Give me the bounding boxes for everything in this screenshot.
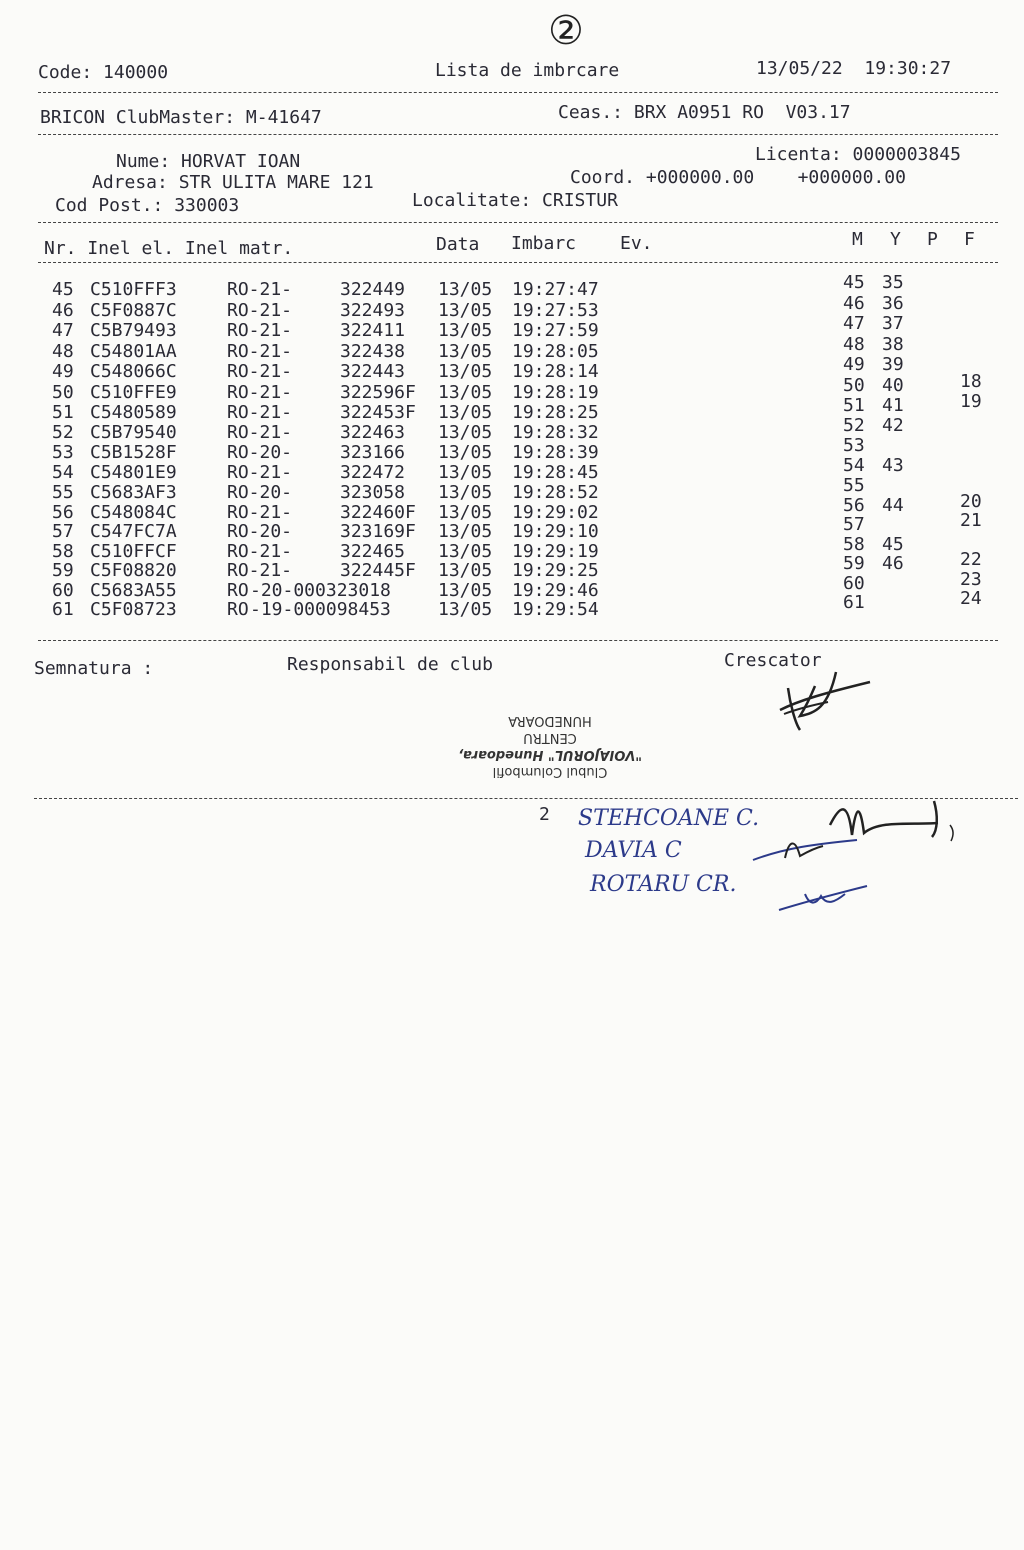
row-number: 58 — [52, 540, 74, 562]
row-number: 54 — [52, 462, 74, 484]
row-number: 53 — [52, 442, 74, 464]
row-date: 13/05 — [438, 599, 493, 620]
ring-prefix: RO-20- — [227, 521, 293, 543]
ring-prefix: RO-21- — [227, 422, 293, 444]
ring-serial: 322460F — [340, 501, 416, 523]
electronic-ring: C5B79493 — [90, 320, 177, 342]
electronic-ring: C5F08723 — [90, 599, 177, 620]
row-date: 13/05 — [438, 340, 493, 362]
row-number: 45 — [52, 279, 74, 300]
row-date: 13/05 — [438, 482, 493, 503]
row-y-value: 35 — [882, 272, 904, 293]
table-row — [0, 475, 1024, 503]
row-date: 13/05 — [438, 501, 493, 523]
locality: Localitate: CRISTUR — [412, 190, 618, 211]
electronic-ring: C5F0887C — [90, 299, 177, 321]
table-row — [0, 333, 1024, 362]
column-header-ev: Ev. — [620, 233, 653, 254]
row-number: 47 — [52, 320, 74, 342]
electronic-ring: C5480589 — [90, 402, 177, 423]
row-number: 51 — [52, 402, 74, 423]
electronic-ring: C510FFF3 — [90, 279, 177, 300]
row-y-value: 40 — [882, 374, 904, 396]
ring-serial: 322596F — [340, 381, 416, 403]
row-date: 13/05 — [438, 320, 493, 342]
ring-prefix: RO-21- — [227, 279, 293, 300]
row-m-value: 50 — [843, 374, 865, 396]
table-row — [0, 533, 1024, 562]
table-row — [0, 435, 1024, 464]
row-m-value: 58 — [843, 533, 865, 555]
row-date: 13/05 — [438, 422, 493, 444]
row-number: 57 — [52, 521, 74, 543]
row-y-value: 42 — [882, 415, 904, 437]
electronic-ring: C5683AF3 — [90, 482, 177, 503]
row-f-value: 23 — [960, 568, 982, 590]
ring-serial: -20-000323018 — [250, 579, 391, 601]
row-m-value: 52 — [843, 415, 865, 437]
coordinates: Coord. +000000.00 +000000.00 — [570, 167, 906, 188]
ceas-label: Ceas.: BRX A0951 RO V03.17 — [558, 102, 851, 123]
ring-serial: 323166 — [340, 442, 406, 464]
row-time: 19:28:05 — [512, 340, 599, 362]
ring-prefix: RO-21- — [227, 402, 293, 423]
ring-serial: 322438 — [340, 340, 406, 362]
electronic-ring: C548084C — [90, 501, 177, 523]
table-row — [0, 354, 1024, 383]
row-date: 13/05 — [438, 462, 493, 484]
row-f-value: 24 — [960, 588, 982, 609]
ring-prefix: RO-21- — [227, 299, 293, 321]
row-y-value: 41 — [882, 395, 904, 416]
row-y-value: 44 — [882, 494, 904, 516]
divider — [38, 222, 998, 223]
page-number-mark: ② — [548, 8, 584, 54]
table-row — [0, 455, 1024, 484]
ring-prefix: RO-20- — [227, 442, 293, 464]
row-time: 19:28:19 — [512, 381, 599, 403]
table-row — [0, 313, 1024, 342]
table-row — [0, 272, 1024, 300]
ring-prefix: RO-21- — [227, 501, 293, 523]
table-row — [0, 292, 1024, 321]
row-m-value: 45 — [843, 272, 865, 293]
signature-label: Semnatura : — [34, 658, 154, 679]
row-m-value: 47 — [843, 313, 865, 335]
row-time: 19:28:14 — [512, 361, 599, 383]
row-date: 13/05 — [438, 540, 493, 562]
row-f-value: 22 — [960, 549, 982, 571]
row-f-value: 18 — [960, 370, 982, 392]
row-y-value: 43 — [882, 455, 904, 477]
row-number: 48 — [52, 340, 74, 362]
ring-prefix: RO-21- — [227, 560, 293, 582]
electronic-ring: C5B79540 — [90, 422, 177, 444]
row-time: 19:29:10 — [512, 521, 599, 543]
row-number: 46 — [52, 299, 74, 321]
row-f-value: 21 — [960, 510, 982, 532]
row-m-value: 61 — [843, 592, 865, 613]
row-number: 61 — [52, 599, 74, 620]
electronic-ring: C548066C — [90, 361, 177, 383]
electronic-ring: C510FFCF — [90, 540, 177, 562]
ring-serial: 322443 — [340, 361, 406, 383]
row-time: 19:28:25 — [512, 402, 599, 423]
stamp-line: HUNEDOARA — [508, 713, 592, 728]
print-datetime: 13/05/22 19:30:27 — [756, 58, 952, 79]
divider — [38, 262, 998, 263]
ring-prefix: RO-21- — [227, 361, 293, 383]
owner-name: Nume: HORVAT IOAN — [116, 151, 301, 172]
column-header-y: Y — [890, 229, 901, 250]
ring-prefix: RO-21- — [227, 462, 293, 484]
ring-prefix: RO — [227, 599, 249, 620]
witness-signature-3 — [775, 880, 875, 916]
row-time: 19:29:46 — [512, 579, 599, 601]
row-m-value: 60 — [843, 572, 865, 594]
row-f-value: 20 — [960, 490, 982, 512]
ring-serial: -19-000098453 — [250, 599, 391, 620]
witness-name-1: STEHCOANE C. — [578, 806, 760, 831]
page-count: 2 — [539, 804, 550, 825]
row-time: 19:27:59 — [512, 320, 599, 342]
row-date: 13/05 — [438, 381, 493, 403]
column-header-imbarc: Imbarc — [511, 233, 577, 254]
row-date: 13/05 — [438, 361, 493, 383]
row-y-value: 38 — [882, 333, 904, 355]
row-date: 13/05 — [438, 299, 493, 321]
row-y-value: 45 — [882, 533, 904, 555]
row-date: 13/05 — [438, 402, 493, 423]
row-number: 60 — [52, 579, 74, 601]
ring-serial: 323058 — [340, 482, 406, 503]
divider — [38, 92, 998, 93]
row-time: 19:28:45 — [512, 462, 599, 484]
ring-serial: 322453F — [340, 402, 416, 423]
row-time: 19:29:19 — [512, 540, 599, 562]
row-date: 13/05 — [438, 579, 493, 601]
ring-serial: 322472 — [340, 462, 406, 484]
column-header-nr-inel: Nr. Inel el. Inel matr. — [44, 238, 294, 259]
row-m-value: 55 — [843, 475, 865, 496]
row-y-value: 46 — [882, 553, 904, 575]
column-header-f: F — [964, 229, 975, 250]
electronic-ring: C510FFE9 — [90, 381, 177, 403]
row-m-value: 57 — [843, 514, 865, 536]
row-m-value: 48 — [843, 333, 865, 355]
club-stamp — [430, 712, 670, 780]
electronic-ring: C5683A55 — [90, 579, 177, 601]
row-number: 49 — [52, 361, 74, 383]
row-number: 50 — [52, 381, 74, 403]
breeder-label: Crescator — [724, 650, 822, 671]
ring-prefix: RO-20- — [227, 482, 293, 503]
ring-serial: 322463 — [340, 422, 406, 444]
column-header-p: P — [927, 229, 938, 250]
witness-name-3: ROTARU CR. — [590, 872, 737, 897]
ring-serial: 322445F — [340, 560, 416, 582]
row-date: 13/05 — [438, 521, 493, 543]
ring-serial: 322411 — [340, 320, 406, 342]
stamp-line: Clubul Columbofil — [492, 764, 608, 779]
clubmaster-label: BRICON ClubMaster: M-41647 — [40, 107, 322, 128]
row-m-value: 46 — [843, 292, 865, 314]
row-date: 13/05 — [438, 279, 493, 300]
row-time: 19:28:39 — [512, 442, 599, 464]
row-time: 19:27:47 — [512, 279, 599, 300]
row-time: 19:27:53 — [512, 299, 599, 321]
ring-prefix: RO-21- — [227, 340, 293, 362]
club-responsible-label: Responsabil de club — [287, 654, 493, 675]
ring-serial: 323169F — [340, 521, 416, 543]
row-m-value: 54 — [843, 455, 865, 477]
table-row — [0, 415, 1024, 444]
row-date: 13/05 — [438, 560, 493, 582]
ring-prefix: RO — [227, 579, 249, 601]
stamp-line: "VOIAJORUL" Hunedoara, — [458, 747, 642, 762]
postal-code: Cod Post.: 330003 — [55, 195, 240, 216]
electronic-ring: C5F08820 — [90, 560, 177, 582]
row-y-value: 39 — [882, 354, 904, 376]
ring-prefix: RO-21- — [227, 320, 293, 342]
row-time: 19:29:02 — [512, 501, 599, 523]
divider — [38, 134, 998, 135]
electronic-ring: C54801AA — [90, 340, 177, 362]
document-title: Lista de imbrcare — [435, 60, 620, 81]
ring-serial: 322493 — [340, 299, 406, 321]
row-m-value: 56 — [843, 494, 865, 516]
row-m-value: 49 — [843, 354, 865, 376]
ring-prefix: RO-21- — [227, 381, 293, 403]
licence-number: Licenta: 0000003845 — [755, 144, 961, 165]
row-number: 55 — [52, 482, 74, 503]
owner-address: Adresa: STR ULITA MARE 121 — [92, 172, 374, 193]
ring-serial: 322465 — [340, 540, 406, 562]
row-date: 13/05 — [438, 442, 493, 464]
divider — [38, 640, 998, 641]
column-header-data: Data — [436, 234, 480, 255]
row-m-value: 53 — [843, 435, 865, 457]
row-time: 19:29:25 — [512, 560, 599, 582]
row-time: 19:28:32 — [512, 422, 599, 444]
witness-name-2: DAVIA C — [585, 838, 682, 863]
row-time: 19:29:54 — [512, 599, 599, 620]
electronic-ring: C5B1528F — [90, 442, 177, 464]
row-number: 56 — [52, 501, 74, 523]
witness-signature-2 — [745, 830, 865, 870]
code-label: Code: 140000 — [38, 62, 169, 83]
row-number: 52 — [52, 422, 74, 444]
row-time: 19:28:52 — [512, 482, 599, 503]
row-m-value: 59 — [843, 553, 865, 575]
row-f-value: 19 — [960, 391, 982, 412]
ring-prefix: RO-21- — [227, 540, 293, 562]
row-y-value: 36 — [882, 292, 904, 314]
row-m-value: 51 — [843, 395, 865, 416]
ring-serial: 322449 — [340, 279, 406, 300]
row-y-value: 37 — [882, 313, 904, 335]
electronic-ring: C54801E9 — [90, 462, 177, 484]
column-header-m: M — [852, 229, 863, 250]
electronic-ring: C547FC7A — [90, 521, 177, 543]
stamp-line: CENTRU — [523, 730, 577, 745]
breeder-signature — [770, 668, 890, 738]
row-number: 59 — [52, 560, 74, 582]
